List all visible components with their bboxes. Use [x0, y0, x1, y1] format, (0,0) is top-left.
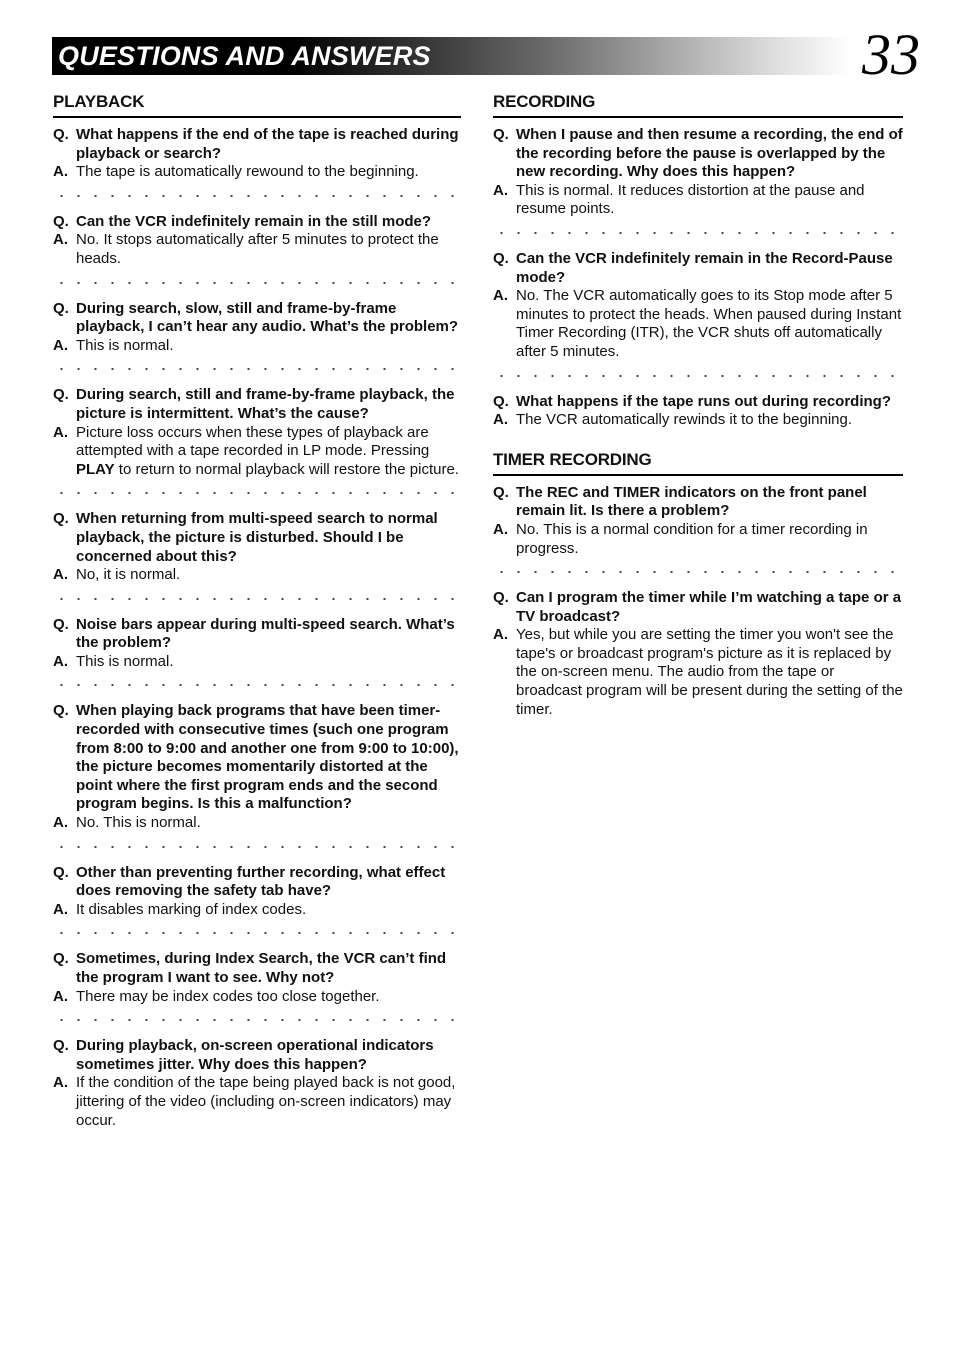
qa-item: [53, 950, 461, 1006]
question: Other than preventing further recording, what effect does removing the safety tab have?: [76, 863, 446, 900]
a-label: A.: [53, 231, 68, 249]
answer: No, it is normal.: [76, 566, 181, 584]
question: What happens if the tape runs out during recording?: [516, 392, 891, 410]
answer-text-end: to return to normal playback will restore the picture.: [114, 460, 459, 478]
qa-item: [493, 589, 903, 719]
answer: There may be index codes too close together.: [76, 987, 380, 1005]
question: When returning from multi-speed search to normal playback, the picture is disturbed. Should I be concerned about this?: [76, 510, 438, 565]
page-title: QUESTIONS AND ANSWERS: [58, 41, 431, 71]
a-label: A.: [53, 652, 68, 670]
page-number: 33: [862, 22, 920, 87]
play-keyword: PLAY: [76, 460, 115, 478]
qa-item: [53, 510, 461, 584]
question: Can I program the timer while I’m watching a tape or a TV broadcast?: [516, 589, 902, 625]
recording-heading: RECORDING: [493, 90, 903, 118]
a-label: A.: [53, 566, 68, 584]
question: Sometimes, during Index Search, the VCR can’t find the program I want to see. Why not?: [76, 950, 447, 986]
dotted-separator: [53, 928, 461, 938]
a-label: A.: [493, 287, 508, 305]
answer: It disables marking of index codes.: [76, 900, 307, 918]
a-label: A.: [53, 814, 68, 832]
q-label: Q.: [493, 126, 509, 143]
qa-item: [53, 213, 461, 269]
dotted-separator: [53, 680, 461, 690]
answer: This is normal. It reduces distortion at the pause and resume points.: [516, 181, 865, 218]
left-column: [53, 90, 461, 1130]
a-label: A.: [53, 336, 68, 354]
answer: No. The VCR automatically goes to its Stop mode after 5 minutes to protect the heads. When paused during Instant Timer Recording (ITR), the VCR shuts off automatically after 5 minutes.: [516, 287, 902, 360]
question: Can the VCR indefinitely remain in the still mode?: [76, 212, 432, 230]
question: Can the VCR indefinitely remain in the Record-Pause mode?: [516, 249, 893, 286]
q-label: Q.: [493, 392, 509, 410]
q-label: Q.: [53, 1037, 69, 1055]
answer: The tape is automatically rewound to the beginning.: [76, 163, 419, 181]
qa-item: [493, 484, 903, 558]
q-label: Q.: [53, 615, 69, 633]
answer: This is normal.: [76, 652, 174, 670]
answer: Yes, but while you are setting the timer you won't see the tape's or broadcast program's picture as it is replaced by the on-screen menu. The audio from the tape or broadcast program will be present during the setting of the timer.: [516, 626, 903, 718]
dotted-separator: [493, 228, 903, 238]
qa-item: [53, 864, 461, 920]
q-label: Q.: [53, 702, 69, 720]
answer: No. This is a normal condition for a timer recording in progress.: [516, 520, 868, 557]
a-label: A.: [53, 163, 68, 181]
question: When playing back programs that have been timer-recorded with consecutive times (such one program from 8:00 to 9:00 and another one from 9:00 to 10:00), the picture becomes momentarily distorted at the point where the first program ends and the second program begins. Is this a malfunction?: [76, 702, 459, 813]
q-label: Q.: [493, 249, 509, 267]
q-label: Q.: [493, 589, 509, 607]
a-label: A.: [53, 900, 68, 918]
dotted-separator: [53, 1015, 461, 1025]
question: Noise bars appear during multi-speed search. What’s the problem?: [76, 615, 455, 652]
q-label: Q.: [53, 950, 69, 968]
answer: No. It stops automatically after 5 minutes to protect the heads.: [76, 231, 439, 267]
a-label: A.: [493, 411, 508, 429]
qa-item: [493, 250, 903, 362]
answer: This is normal.: [76, 336, 174, 354]
qa-item: [493, 393, 903, 430]
question: The REC and TIMER indicators on the front panel remain lit. Is there a problem?: [516, 483, 867, 520]
a-label: A.: [53, 423, 68, 441]
a-label: A.: [493, 520, 508, 538]
title-banner: [52, 37, 852, 75]
qa-item: [53, 300, 461, 356]
q-label: Q.: [53, 386, 69, 404]
answer: If the condition of the tape being played back is not good, jittering of the video (including on-screen indicators) may occur.: [76, 1074, 456, 1129]
qa-item: [53, 702, 461, 832]
dotted-separator: [53, 364, 461, 374]
question: When I pause and then resume a recording, the end of the recording before the pause is overlapped by the new recording. Why does this happen?: [516, 126, 903, 181]
a-label: A.: [493, 626, 508, 644]
dotted-separator: [53, 278, 461, 288]
q-label: Q.: [53, 299, 69, 317]
a-label: A.: [53, 987, 68, 1005]
answer: [76, 424, 461, 480]
dotted-separator: [53, 842, 461, 852]
dotted-separator: [53, 488, 461, 498]
dotted-separator: [53, 191, 461, 201]
right-column: [493, 90, 903, 719]
question: What happens if the end of the tape is reached during playback or search?: [76, 126, 459, 162]
answer: No. This is normal.: [76, 814, 201, 832]
playback-heading: PLAYBACK: [53, 90, 461, 118]
q-label: Q.: [53, 126, 69, 143]
a-label: A.: [53, 1074, 68, 1092]
q-label: Q.: [53, 212, 69, 230]
dotted-separator: [53, 594, 461, 604]
qa-item: [53, 1037, 461, 1130]
dotted-separator: [493, 567, 903, 577]
a-label: A.: [493, 181, 508, 199]
qa-item: [53, 126, 461, 182]
dotted-separator: [493, 371, 903, 381]
question: During playback, on-screen operational indicators sometimes jitter. Why does this happen?: [76, 1037, 434, 1073]
q-label: Q.: [493, 483, 509, 501]
q-label: Q.: [53, 510, 69, 528]
question: During search, still and frame-by-frame playback, the picture is intermittent. What’s the cause?: [76, 386, 455, 422]
qa-item: [493, 126, 903, 219]
question: During search, slow, still and frame-by-frame playback, I can’t hear any audio. What’s the problem?: [76, 299, 459, 336]
qa-item: [53, 386, 461, 479]
timer-recording-heading: TIMER RECORDING: [493, 448, 903, 476]
answer-text-start: Picture loss occurs when these types of playback are attempted with a tape recorded in LP mode. Pressing: [76, 423, 430, 460]
qa-item: [53, 616, 461, 672]
answer: The VCR automatically rewinds it to the beginning.: [516, 411, 853, 429]
q-label: Q.: [53, 863, 69, 881]
